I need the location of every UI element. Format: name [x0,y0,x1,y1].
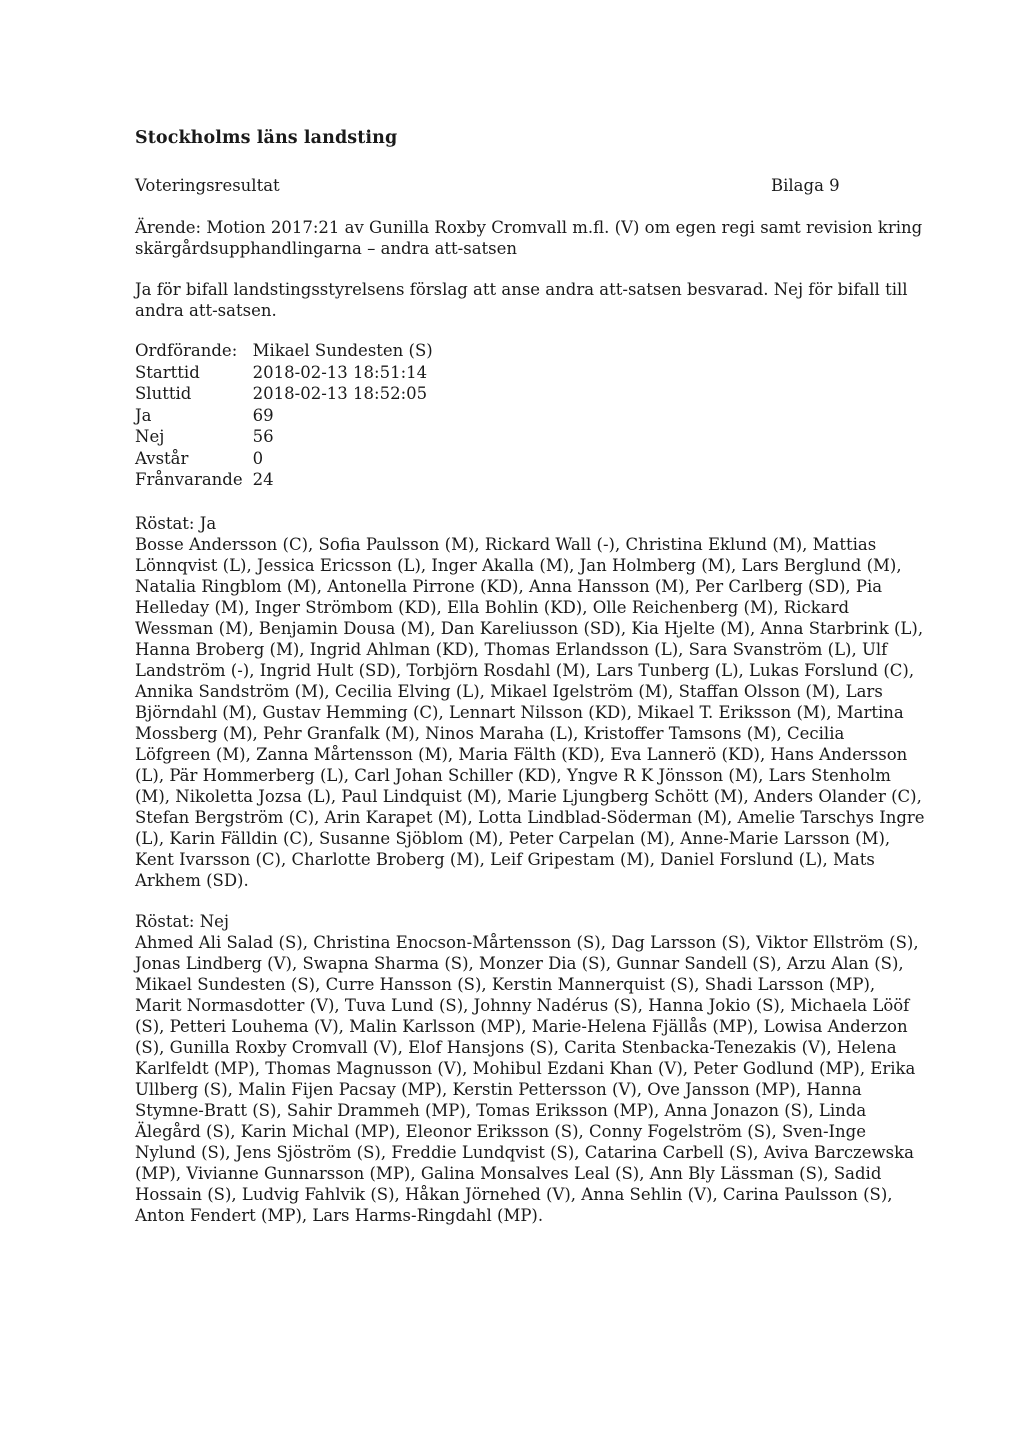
vote-summary-table [135,340,433,491]
no-votes-names: Ahmed Ali Salad (S), Christina Enocson-Mårtensson (S), Dag Larsson (S), Viktor Ellström (S), Jonas Lindberg (V), Swapna Sharma (S), Monzer Dia (S), Gunnar Sandell (S), Arzu Alan (S), Mikael Sundesten (S), Curre Hansson (S), Kerstin Mannerquist (S), Shadi Larsson (MP), Marit Normasdotter (V), Tuva Lund (S), Johnny Nadérus (S), Hanna Jokio (S), Michaela Lööf (S), Petteri Louhema (V), Malin Karlsson (MP), Marie-Helena Fjällås (MP), Lowisa Anderzon (S), Gunilla Roxby Cromvall (V), Elof Hansjons (S), Carita Stenbacka-Tenezakis (V), Helena Karlfeldt (MP), Thomas Magnusson (V), Mohibul Ezdani Khan (V), Peter Godlund (MP), Erika Ullberg (S), Malin Fijen Pacsay (MP), Kerstin Pettersson (V), Ove Jansson (MP), Hanna Stymne-Bratt (S), Sahir Drammeh (MP), Tomas Eriksson (MP), Anna Jonazon (S), Linda Älegård (S), Karin Michal (MP), Eleonor Eriksson (S), Conny Fogelström (S), Sven-Inge Nylund (S), Jens Sjöström (S), Freddie Lundqvist (S), Catarina Carbell (S), Aviva Barczewska (MP), Vivianne Gunnarsson (MP), Galina Monsalves Leal (S), Ann Bly Lässman (S), Sadid Hossain (S), Ludvig Fahlvik (S), Håkan Jörnehed (V), Anna Sehlin (V), Carina Paulsson (S), Anton Fendert (MP), Lars Harms-Ringdahl (MP). [135,932,919,1225]
meta-value: 69 [252,405,274,425]
meta-value: 2018-02-13 18:51:14 [252,362,428,382]
meta-row-absent-count [135,469,433,491]
meta-label: Frånvarande [135,470,243,489]
meta-row-abstain-count [135,448,433,470]
yes-votes-names: Bosse Andersson (C), Sofia Paulsson (M), Rickard Wall (-), Christina Eklund (M), Mattias Lönnqvist (L), Jessica Ericsson (L), Inger Akalla (M), Jan Holmberg (M), Lars Berglund (M), Natalia Ringblom (M), Antonella Pirrone (KD), Anna Hansson (M), Per Carlberg (SD), Pia Helleday (M), Inger Strömbom (KD), Ella Bohlin (KD), Olle Reichenberg (M), Rickard Wessman (M), Benjamin Dousa (M), Dan Kareliusson (SD), Kia Hjelte (M), Anna Starbrink (L), Hanna Broberg (M), Ingrid Ahlman (KD), Thomas Erlandsson (L), Sara Svanström (L), Ulf Landström (-), Ingrid Hult (SD), Torbjörn Rosdahl (M), Lars Tunberg (L), Lukas Forslund (C), Annika Sandström (M), Cecilia Elving (L), Mikael Igelström (M), Staffan Olsson (M), Lars Björndahl (M), Gustav Hemming (C), Lennart Nilsson (KD), Mikael T. Eriksson (M), Martina Mossberg (M), Pehr Granfalk (M), Ninos Maraha (L), Kristoffer Tamsons (M), Cecilia Löfgreen (M), Zanna Mårtensson (M), Maria Fälth (KD), Eva Lannerö (KD), Hans Andersson (L), Pär Hommerberg (L), Carl Johan Schiller (KD), Yngve R K Jönsson (M), Lars Stenholm (M), Nikoletta Jozsa (L), Paul Lindquist (M), Marie Ljungberg Schött (M), Anders Olander (C), Stefan Bergström (C), Arin Karapet (M), Lotta Lindblad-Söderman (M), Amelie Tarschys Ingre (L), Karin Fälldin (C), Susanne Sjöblom (M), Peter Carpelan (M), Anne-Marie Larsson (M), Kent Ivarsson (C), Charlotte Broberg (M), Leif Gripestam (M), Daniel Forslund (L), Mats Arkhem (SD). [135,534,925,890]
meta-value: 56 [252,427,274,446]
meta-value: Mikael Sundesten (S) [252,341,433,360]
yes-votes-heading: Röstat: Ja [135,513,217,533]
meta-value: 2018-02-13 18:52:05 [252,384,428,403]
meta-row-yes-count [135,405,433,427]
document-body [135,128,925,1246]
no-votes-heading: Röstat: Nej [135,911,230,931]
meta-label: Sluttid [135,384,192,403]
vote-proposition: Ja för bifall landstingsstyrelsens förslag att anse andra att-satsen besvarad. Nej för bifall till andra att-satsen. [135,280,908,320]
yes-votes-section [135,513,925,891]
meta-row-end-time [135,383,433,405]
no-votes-section [135,911,925,1226]
meta-row-no-count [135,426,433,448]
meta-value: 0 [252,448,264,468]
matter-description: Ärende: Motion 2017:21 av Gunilla Roxby Cromvall m.fl. (V) om egen regi samt revision kring skärgårdsupphandlingarna – andra att-satsen [135,218,923,258]
meta-label: Avstår [135,448,189,468]
meta-label: Ja [135,405,152,425]
meta-label: Nej [135,427,165,446]
meta-row-start-time [135,362,433,384]
meta-label: Starttid [135,362,200,382]
organization-title: Stockholms läns landsting [135,128,398,148]
meta-row-chair [135,340,433,362]
attachment-label: Bilaga 9 [771,176,840,195]
header-row [135,175,925,197]
meta-value: 24 [252,470,274,489]
document-type: Voteringsresultat [135,176,280,195]
meta-label: Ordförande: [135,341,238,360]
